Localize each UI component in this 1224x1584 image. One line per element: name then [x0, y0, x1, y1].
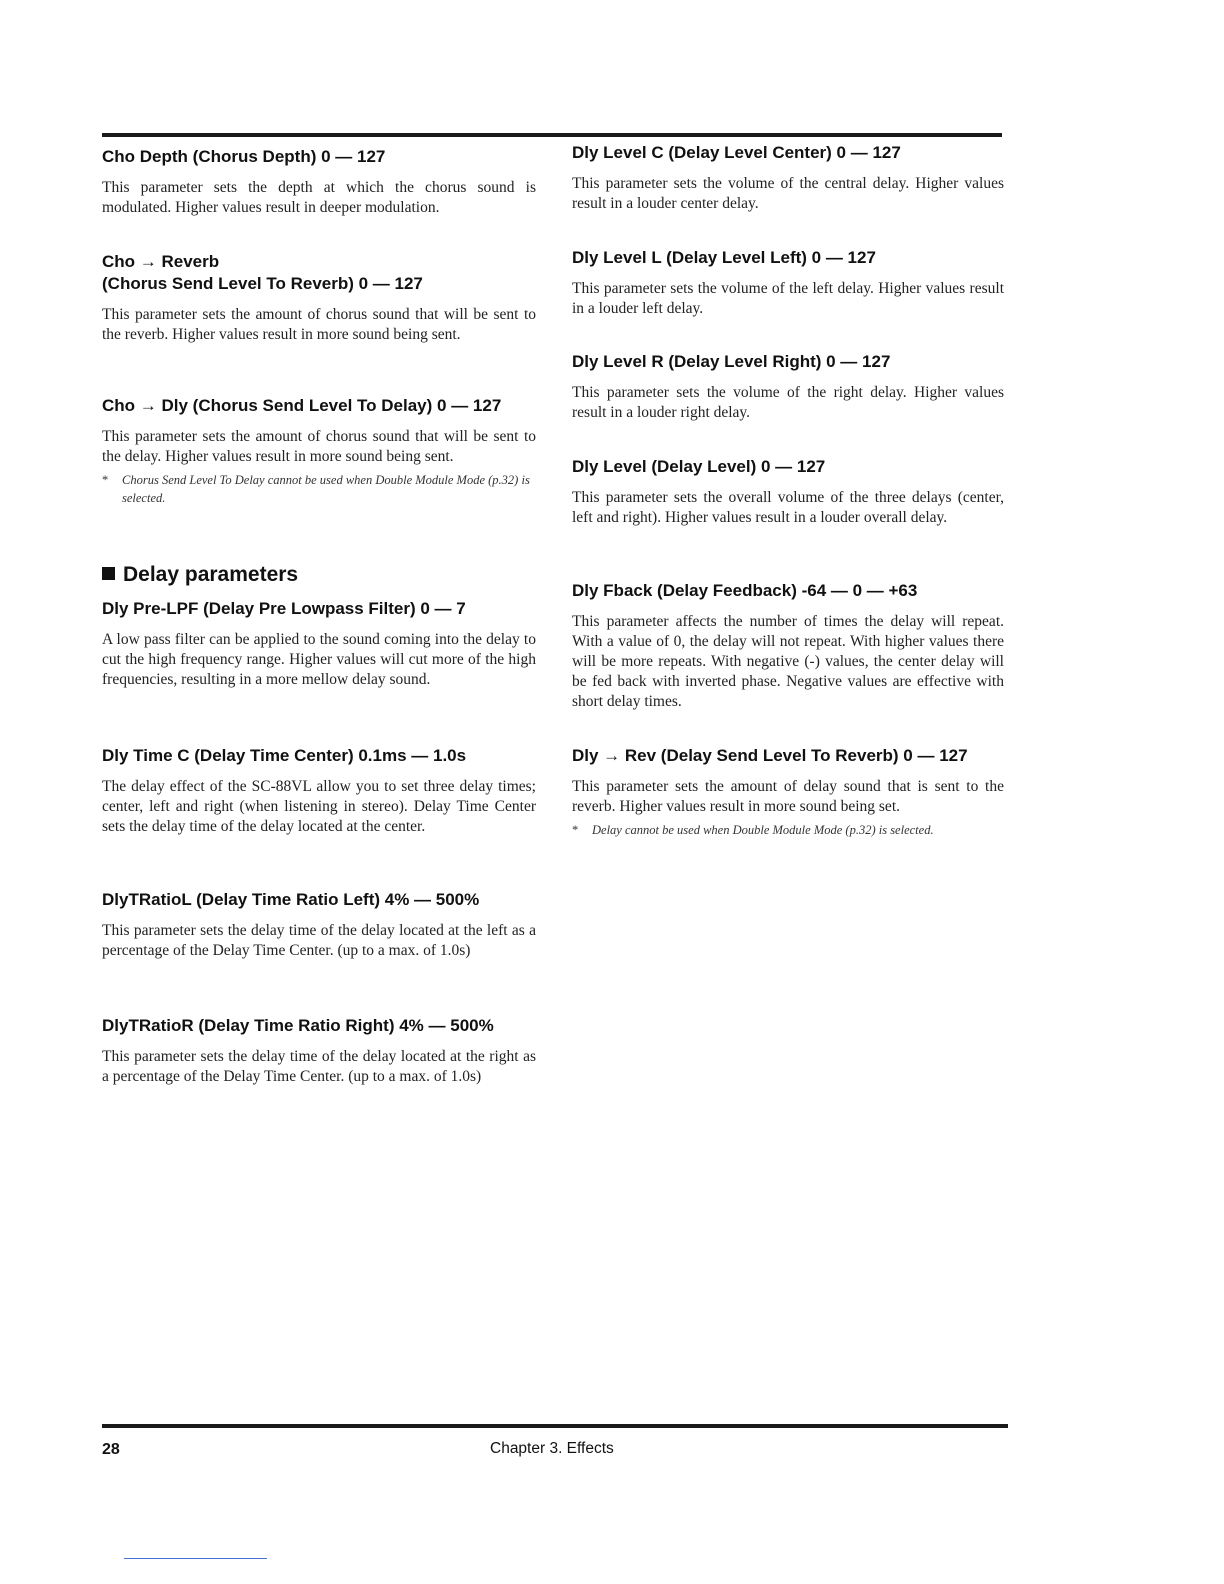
ratio-l-text: This parameter sets the delay time of the delay located at the left as a percentage of the Delay Time Center. (up to a max. of 1.0s): [102, 922, 536, 959]
ratio-l-title: DlyTRatioL (Delay Time Ratio Left) 4% — 500%: [102, 890, 480, 909]
page-number: 28: [102, 1441, 120, 1458]
section-cho-dly: [102, 395, 536, 507]
cho-dly-note: [102, 471, 536, 507]
time-c-text: The delay effect of the SC-88VL allow you to set three delay times; center, left and right (when listening in stereo). Delay Time Center sets the delay time of the delay located at the center.: [102, 778, 536, 835]
cho-reverb-text: This parameter sets the amount of chorus sound that will be sent to the reverb. Higher values result in more sound being sent.: [102, 306, 536, 343]
rev-text: This parameter sets the amount of delay sound that is sent to the reverb. Higher values result in more sound being set.: [572, 778, 1004, 815]
section-rev: [572, 745, 1004, 839]
note-bullet: *: [102, 473, 109, 487]
section-ratio-l: [102, 889, 536, 961]
scan-artifact-line: [124, 1558, 267, 1559]
section-level-c: [572, 142, 1004, 214]
cho-dly-text: This parameter sets the amount of chorus sound that will be sent to the delay. Higher values result in more sound being sent.: [102, 428, 536, 465]
cho-depth-title: Cho Depth (Chorus Depth) 0 — 127: [102, 147, 386, 166]
pre-lpf-text: A low pass filter can be applied to the sound coming into the delay to cut the high frequency range. Higher values will cut more of the high frequencies, resulting in a more mellow delay sound.: [102, 631, 536, 688]
level-c-text: This parameter sets the volume of the central delay. Higher values result in a louder center delay.: [572, 175, 1004, 212]
section-cho-depth: [102, 146, 536, 218]
level-text: This parameter sets the overall volume of the three delays (center, left and right). Higher values result in a louder overall delay.: [572, 489, 1004, 526]
level-l-title: Dly Level L (Delay Level Left) 0 — 127: [572, 248, 876, 267]
fback-text: This parameter affects the number of times the delay will repeat. With a value of 0, the delay will not repeat. With higher values there will be more repeats. With negative (-) values, the center delay will be fed back with inverted phase. Negative values are effective with short delay times.: [572, 613, 1004, 710]
section-level-r: [572, 351, 1004, 423]
rev-note-text: Delay cannot be used when Double Module Mode (p.32) is selected.: [592, 823, 934, 837]
level-c-title: Dly Level C (Delay Level Center) 0 — 127: [572, 143, 901, 162]
square-bullet-icon: [102, 567, 115, 580]
fback-title: Dly Fback (Delay Feedback) -64 — 0 — +63: [572, 581, 918, 600]
section-cho-reverb: [102, 251, 536, 345]
cho-dly-title: Cho → Dly (Chorus Send Level To Delay) 0 — 127: [102, 396, 502, 415]
level-l-text: This parameter sets the volume of the left delay. Higher values result in a louder left delay.: [572, 280, 1004, 317]
section-time-c: [102, 745, 536, 837]
cho-depth-text: This parameter sets the depth at which the chorus sound is modulated. Higher values result in deeper modulation.: [102, 179, 536, 216]
section-level: [572, 456, 1004, 528]
cho-reverb-subtitle: (Chorus Send Level To Reverb) 0 — 127: [102, 274, 423, 293]
top-rule: [102, 133, 1002, 137]
time-c-title: Dly Time C (Delay Time Center) 0.1ms — 1.0s: [102, 746, 467, 765]
level-r-text: This parameter sets the volume of the right delay. Higher values result in a louder right delay.: [572, 384, 1004, 421]
section-ratio-r: [102, 1015, 536, 1087]
cho-dly-note-text: Chorus Send Level To Delay cannot be used when Double Module Mode (p.32) is selected.: [122, 473, 530, 505]
level-r-title: Dly Level R (Delay Level Right) 0 — 127: [572, 352, 891, 371]
pre-lpf-title: Dly Pre-LPF (Delay Pre Lowpass Filter) 0 — 7: [102, 599, 466, 618]
chapter-title: Chapter 3. Effects: [490, 1440, 614, 1457]
rev-note: [572, 821, 1004, 839]
delay-parameters-heading: [102, 562, 536, 588]
level-title: Dly Level (Delay Level) 0 — 127: [572, 457, 826, 476]
section-fback: [572, 580, 1004, 712]
section-delay-parameters: [102, 562, 536, 690]
bottom-rule: [102, 1424, 1008, 1428]
ratio-r-text: This parameter sets the delay time of the delay located at the right as a percentage of the Delay Time Center. (up to a max. of 1.0s): [102, 1048, 536, 1085]
cho-reverb-title: Cho → Reverb: [102, 252, 220, 271]
section-level-l: [572, 247, 1004, 319]
note-bullet: *: [572, 823, 579, 837]
rev-title: Dly → Rev (Delay Send Level To Reverb) 0 — 127: [572, 746, 968, 765]
delay-parameters-heading-text: Delay parameters: [123, 563, 299, 586]
ratio-r-title: DlyTRatioR (Delay Time Ratio Right) 4% — 500%: [102, 1016, 494, 1035]
